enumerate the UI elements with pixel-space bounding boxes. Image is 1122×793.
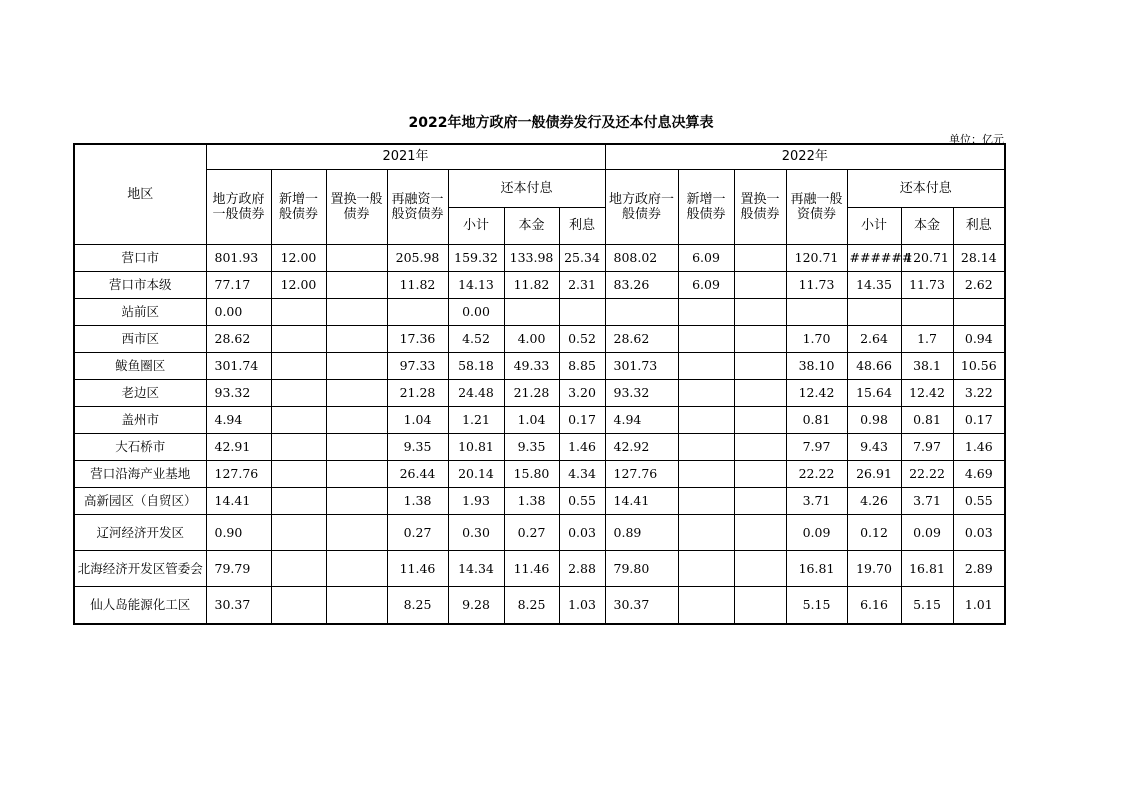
cell-2022-replace-bond xyxy=(734,352,786,379)
cell-2021-principal: 0.27 xyxy=(504,514,559,550)
cell-2022-replace-bond xyxy=(734,586,786,624)
table-row xyxy=(74,244,1005,271)
cell-2022-interest: 2.62 xyxy=(953,271,1005,298)
cell-2022-subtotal: 26.91 xyxy=(847,460,901,487)
cell-2022-replace-bond xyxy=(734,325,786,352)
cell-2021-refinance-bond: 26.44 xyxy=(387,460,448,487)
region-cell: 鲅鱼圈区 xyxy=(74,352,206,379)
cell-2022-refinance-bond: 1.70 xyxy=(786,325,847,352)
region-cell: 营口市 xyxy=(74,244,206,271)
cell-2022-interest: 0.55 xyxy=(953,487,1005,514)
cell-2022-interest: 4.69 xyxy=(953,460,1005,487)
cell-2022-principal xyxy=(901,298,953,325)
header-2022-principal: 本金 xyxy=(901,207,953,244)
table-row xyxy=(74,433,1005,460)
cell-2022-interest: 1.01 xyxy=(953,586,1005,624)
cell-2021-new-bond xyxy=(271,352,326,379)
cell-2021-interest xyxy=(559,298,605,325)
region-cell: 高新园区（自贸区） xyxy=(74,487,206,514)
cell-2022-interest: 1.46 xyxy=(953,433,1005,460)
cell-2022-interest xyxy=(953,298,1005,325)
cell-2022-interest: 0.17 xyxy=(953,406,1005,433)
cell-2022-replace-bond xyxy=(734,271,786,298)
cell-2021-replace-bond xyxy=(326,271,387,298)
cell-2022-replace-bond xyxy=(734,406,786,433)
cell-2022-new-bond xyxy=(678,406,734,433)
cell-2022-refinance-bond: 11.73 xyxy=(786,271,847,298)
cell-2022-new-bond: 6.09 xyxy=(678,244,734,271)
cell-2021-interest: 1.46 xyxy=(559,433,605,460)
cell-2021-local-gov-bond: 0.00 xyxy=(206,298,271,325)
cell-2021-local-gov-bond: 30.37 xyxy=(206,586,271,624)
cell-2021-refinance-bond: 17.36 xyxy=(387,325,448,352)
cell-2021-interest: 2.31 xyxy=(559,271,605,298)
cell-2022-refinance-bond xyxy=(786,298,847,325)
cell-2021-replace-bond xyxy=(326,460,387,487)
region-cell: 站前区 xyxy=(74,298,206,325)
cell-2021-principal: 11.46 xyxy=(504,550,559,586)
cell-2021-replace-bond xyxy=(326,406,387,433)
table-row xyxy=(74,379,1005,406)
cell-2022-subtotal: 15.64 xyxy=(847,379,901,406)
cell-2022-refinance-bond: 12.42 xyxy=(786,379,847,406)
table-row xyxy=(74,586,1005,624)
cell-2022-new-bond xyxy=(678,487,734,514)
cell-2021-local-gov-bond: 79.79 xyxy=(206,550,271,586)
cell-2021-replace-bond xyxy=(326,586,387,624)
cell-2021-interest: 1.03 xyxy=(559,586,605,624)
cell-2022-local-gov-bond: 93.32 xyxy=(605,379,678,406)
cell-2022-new-bond: 6.09 xyxy=(678,271,734,298)
table-row xyxy=(74,487,1005,514)
table-row xyxy=(74,352,1005,379)
header-2022-refinance-bond: 再融一般资债券 xyxy=(786,169,847,244)
cell-2022-refinance-bond: 22.22 xyxy=(786,460,847,487)
cell-2022-subtotal: 9.43 xyxy=(847,433,901,460)
cell-2021-new-bond: 12.00 xyxy=(271,244,326,271)
cell-2021-refinance-bond: 8.25 xyxy=(387,586,448,624)
cell-2021-subtotal: 24.48 xyxy=(448,379,504,406)
cell-2022-subtotal xyxy=(847,298,901,325)
cell-2021-refinance-bond xyxy=(387,298,448,325)
cell-2022-principal: 1.7 xyxy=(901,325,953,352)
cell-2022-replace-bond xyxy=(734,433,786,460)
cell-2022-new-bond xyxy=(678,550,734,586)
region-cell: 营口市本级 xyxy=(74,271,206,298)
unit-label: 单位：亿元 xyxy=(949,133,1004,146)
cell-2021-refinance-bond: 1.38 xyxy=(387,487,448,514)
header-2022-local-gov-bond: 地方政府一般债券 xyxy=(605,169,678,244)
cell-2021-interest: 3.20 xyxy=(559,379,605,406)
cell-2021-subtotal: 159.32 xyxy=(448,244,504,271)
cell-2022-interest: 2.89 xyxy=(953,550,1005,586)
cell-2022-new-bond xyxy=(678,586,734,624)
header-2022-interest: 利息 xyxy=(953,207,1005,244)
cell-2021-interest: 4.34 xyxy=(559,460,605,487)
cell-2022-refinance-bond: 3.71 xyxy=(786,487,847,514)
cell-2022-subtotal: 6.16 xyxy=(847,586,901,624)
cell-2021-principal: 21.28 xyxy=(504,379,559,406)
cell-2022-subtotal: 2.64 xyxy=(847,325,901,352)
cell-2021-principal: 4.00 xyxy=(504,325,559,352)
cell-2021-local-gov-bond: 301.74 xyxy=(206,352,271,379)
cell-2021-principal: 9.35 xyxy=(504,433,559,460)
region-cell: 辽河经济开发区 xyxy=(74,514,206,550)
cell-2022-new-bond xyxy=(678,352,734,379)
cell-2022-local-gov-bond: 301.73 xyxy=(605,352,678,379)
table-row xyxy=(74,514,1005,550)
cell-2022-local-gov-bond: 14.41 xyxy=(605,487,678,514)
header-2022-new-bond: 新增一般债券 xyxy=(678,169,734,244)
table-row xyxy=(74,550,1005,586)
cell-2021-new-bond xyxy=(271,433,326,460)
header-2021-refinance-bond: 再融资一般资债券 xyxy=(387,169,448,244)
header-2022-subtotal: 小计 xyxy=(847,207,901,244)
cell-2021-interest: 8.85 xyxy=(559,352,605,379)
cell-2021-replace-bond xyxy=(326,244,387,271)
cell-2021-new-bond xyxy=(271,586,326,624)
cell-2022-principal: 12.42 xyxy=(901,379,953,406)
cell-2022-local-gov-bond: 127.76 xyxy=(605,460,678,487)
cell-2021-subtotal: 58.18 xyxy=(448,352,504,379)
cell-2021-interest: 0.03 xyxy=(559,514,605,550)
header-2021-replace-bond: 置换一般债券 xyxy=(326,169,387,244)
cell-2022-new-bond xyxy=(678,433,734,460)
cell-2021-subtotal: 1.21 xyxy=(448,406,504,433)
cell-2021-interest: 0.17 xyxy=(559,406,605,433)
cell-2022-refinance-bond: 0.09 xyxy=(786,514,847,550)
header-2021-subtotal: 小计 xyxy=(448,207,504,244)
cell-2022-interest: 28.14 xyxy=(953,244,1005,271)
cell-2022-new-bond xyxy=(678,514,734,550)
cell-2021-new-bond: 12.00 xyxy=(271,271,326,298)
cell-2022-replace-bond xyxy=(734,550,786,586)
cell-2021-refinance-bond: 11.46 xyxy=(387,550,448,586)
header-2021-interest: 利息 xyxy=(559,207,605,244)
cell-2022-replace-bond xyxy=(734,298,786,325)
cell-2021-new-bond xyxy=(271,487,326,514)
cell-2022-local-gov-bond: 4.94 xyxy=(605,406,678,433)
cell-2021-new-bond xyxy=(271,460,326,487)
cell-2021-refinance-bond: 21.28 xyxy=(387,379,448,406)
cell-2021-subtotal: 1.93 xyxy=(448,487,504,514)
cell-2022-local-gov-bond: 808.02 xyxy=(605,244,678,271)
cell-2022-principal: 22.22 xyxy=(901,460,953,487)
cell-2021-principal: 8.25 xyxy=(504,586,559,624)
cell-2022-subtotal: 48.66 xyxy=(847,352,901,379)
cell-2022-local-gov-bond: 42.92 xyxy=(605,433,678,460)
cell-2022-local-gov-bond xyxy=(605,298,678,325)
cell-2021-interest: 0.52 xyxy=(559,325,605,352)
cell-2022-subtotal: 19.70 xyxy=(847,550,901,586)
region-cell: 西市区 xyxy=(74,325,206,352)
cell-2022-subtotal: ###### xyxy=(847,244,901,271)
cell-2021-refinance-bond: 205.98 xyxy=(387,244,448,271)
table-row xyxy=(74,460,1005,487)
cell-2021-refinance-bond: 97.33 xyxy=(387,352,448,379)
cell-2022-principal: 7.97 xyxy=(901,433,953,460)
cell-2022-interest: 3.22 xyxy=(953,379,1005,406)
cell-2022-interest: 10.56 xyxy=(953,352,1005,379)
cell-2022-principal: 0.09 xyxy=(901,514,953,550)
cell-2021-refinance-bond: 1.04 xyxy=(387,406,448,433)
cell-2022-local-gov-bond: 30.37 xyxy=(605,586,678,624)
cell-2022-principal: 38.1 xyxy=(901,352,953,379)
cell-2021-new-bond xyxy=(271,550,326,586)
cell-2021-local-gov-bond: 801.93 xyxy=(206,244,271,271)
table-row xyxy=(74,406,1005,433)
cell-2021-local-gov-bond: 14.41 xyxy=(206,487,271,514)
cell-2022-refinance-bond: 120.71 xyxy=(786,244,847,271)
cell-2022-subtotal: 14.35 xyxy=(847,271,901,298)
cell-2021-refinance-bond: 0.27 xyxy=(387,514,448,550)
cell-2021-subtotal: 20.14 xyxy=(448,460,504,487)
header-2021-repay: 还本付息 xyxy=(448,169,605,207)
cell-2021-local-gov-bond: 42.91 xyxy=(206,433,271,460)
cell-2021-replace-bond xyxy=(326,433,387,460)
cell-2021-interest: 25.34 xyxy=(559,244,605,271)
cell-2021-subtotal: 0.00 xyxy=(448,298,504,325)
cell-2021-replace-bond xyxy=(326,550,387,586)
cell-2022-local-gov-bond: 79.80 xyxy=(605,550,678,586)
cell-2022-replace-bond xyxy=(734,460,786,487)
cell-2021-refinance-bond: 9.35 xyxy=(387,433,448,460)
header-2021-new-bond: 新增一般债券 xyxy=(271,169,326,244)
cell-2021-subtotal: 10.81 xyxy=(448,433,504,460)
table-row xyxy=(74,325,1005,352)
cell-2021-subtotal: 0.30 xyxy=(448,514,504,550)
cell-2021-local-gov-bond: 4.94 xyxy=(206,406,271,433)
cell-2022-refinance-bond: 5.15 xyxy=(786,586,847,624)
cell-2021-interest: 0.55 xyxy=(559,487,605,514)
cell-2021-local-gov-bond: 93.32 xyxy=(206,379,271,406)
cell-2022-subtotal: 4.26 xyxy=(847,487,901,514)
cell-2021-subtotal: 4.52 xyxy=(448,325,504,352)
cell-2021-new-bond xyxy=(271,379,326,406)
header-2022-replace-bond: 置换一般债券 xyxy=(734,169,786,244)
region-cell: 北海经济开发区管委会 xyxy=(74,550,206,586)
cell-2021-replace-bond xyxy=(326,379,387,406)
region-cell: 大石桥市 xyxy=(74,433,206,460)
cell-2021-local-gov-bond: 77.17 xyxy=(206,271,271,298)
region-cell: 营口沿海产业基地 xyxy=(74,460,206,487)
cell-2022-refinance-bond: 7.97 xyxy=(786,433,847,460)
cell-2021-principal xyxy=(504,298,559,325)
cell-2022-replace-bond xyxy=(734,379,786,406)
cell-2022-refinance-bond: 16.81 xyxy=(786,550,847,586)
cell-2021-local-gov-bond: 0.90 xyxy=(206,514,271,550)
cell-2021-principal: 11.82 xyxy=(504,271,559,298)
cell-2021-subtotal: 14.34 xyxy=(448,550,504,586)
cell-2022-interest: 0.94 xyxy=(953,325,1005,352)
cell-2022-new-bond xyxy=(678,379,734,406)
cell-2021-principal: 1.38 xyxy=(504,487,559,514)
cell-2022-principal: 5.15 xyxy=(901,586,953,624)
table-row xyxy=(74,298,1005,325)
cell-2022-principal: 120.71 xyxy=(901,244,953,271)
header-2021: 2021年 xyxy=(206,144,605,169)
cell-2022-new-bond xyxy=(678,298,734,325)
cell-2021-principal: 133.98 xyxy=(504,244,559,271)
cell-2021-local-gov-bond: 28.62 xyxy=(206,325,271,352)
bond-table xyxy=(73,143,1006,625)
cell-2022-replace-bond xyxy=(734,244,786,271)
cell-2022-refinance-bond: 0.81 xyxy=(786,406,847,433)
cell-2022-new-bond xyxy=(678,460,734,487)
header-2022-repay: 还本付息 xyxy=(847,169,1005,207)
cell-2022-refinance-bond: 38.10 xyxy=(786,352,847,379)
cell-2022-subtotal: 0.12 xyxy=(847,514,901,550)
cell-2021-replace-bond xyxy=(326,352,387,379)
cell-2022-principal: 3.71 xyxy=(901,487,953,514)
region-cell: 盖州市 xyxy=(74,406,206,433)
cell-2021-new-bond xyxy=(271,514,326,550)
cell-2021-new-bond xyxy=(271,298,326,325)
region-cell: 仙人岛能源化工区 xyxy=(74,586,206,624)
cell-2021-replace-bond xyxy=(326,487,387,514)
cell-2022-replace-bond xyxy=(734,487,786,514)
cell-2022-subtotal: 0.98 xyxy=(847,406,901,433)
cell-2021-principal: 15.80 xyxy=(504,460,559,487)
cell-2022-local-gov-bond: 28.62 xyxy=(605,325,678,352)
cell-2021-replace-bond xyxy=(326,298,387,325)
cell-2022-principal: 11.73 xyxy=(901,271,953,298)
cell-2021-replace-bond xyxy=(326,514,387,550)
cell-2021-new-bond xyxy=(271,325,326,352)
cell-2021-replace-bond xyxy=(326,325,387,352)
cell-2021-subtotal: 14.13 xyxy=(448,271,504,298)
cell-2021-principal: 49.33 xyxy=(504,352,559,379)
header-2021-local-gov-bond: 地方政府一般债券 xyxy=(206,169,271,244)
header-2021-principal: 本金 xyxy=(504,207,559,244)
cell-2022-new-bond xyxy=(678,325,734,352)
cell-2021-local-gov-bond: 127.76 xyxy=(206,460,271,487)
cell-2021-interest: 2.88 xyxy=(559,550,605,586)
cell-2022-interest: 0.03 xyxy=(953,514,1005,550)
cell-2021-refinance-bond: 11.82 xyxy=(387,271,448,298)
region-cell: 老边区 xyxy=(74,379,206,406)
cell-2022-local-gov-bond: 83.26 xyxy=(605,271,678,298)
cell-2021-new-bond xyxy=(271,406,326,433)
header-region: 地区 xyxy=(74,144,206,244)
cell-2021-subtotal: 9.28 xyxy=(448,586,504,624)
cell-2022-principal: 0.81 xyxy=(901,406,953,433)
cell-2022-principal: 16.81 xyxy=(901,550,953,586)
header-2022: 2022年 xyxy=(605,144,1005,169)
table-row xyxy=(74,271,1005,298)
cell-2022-replace-bond xyxy=(734,514,786,550)
cell-2021-principal: 1.04 xyxy=(504,406,559,433)
page-title: 2022年地方政府一般债券发行及还本付息决算表 xyxy=(408,115,714,131)
cell-2022-local-gov-bond: 0.89 xyxy=(605,514,678,550)
